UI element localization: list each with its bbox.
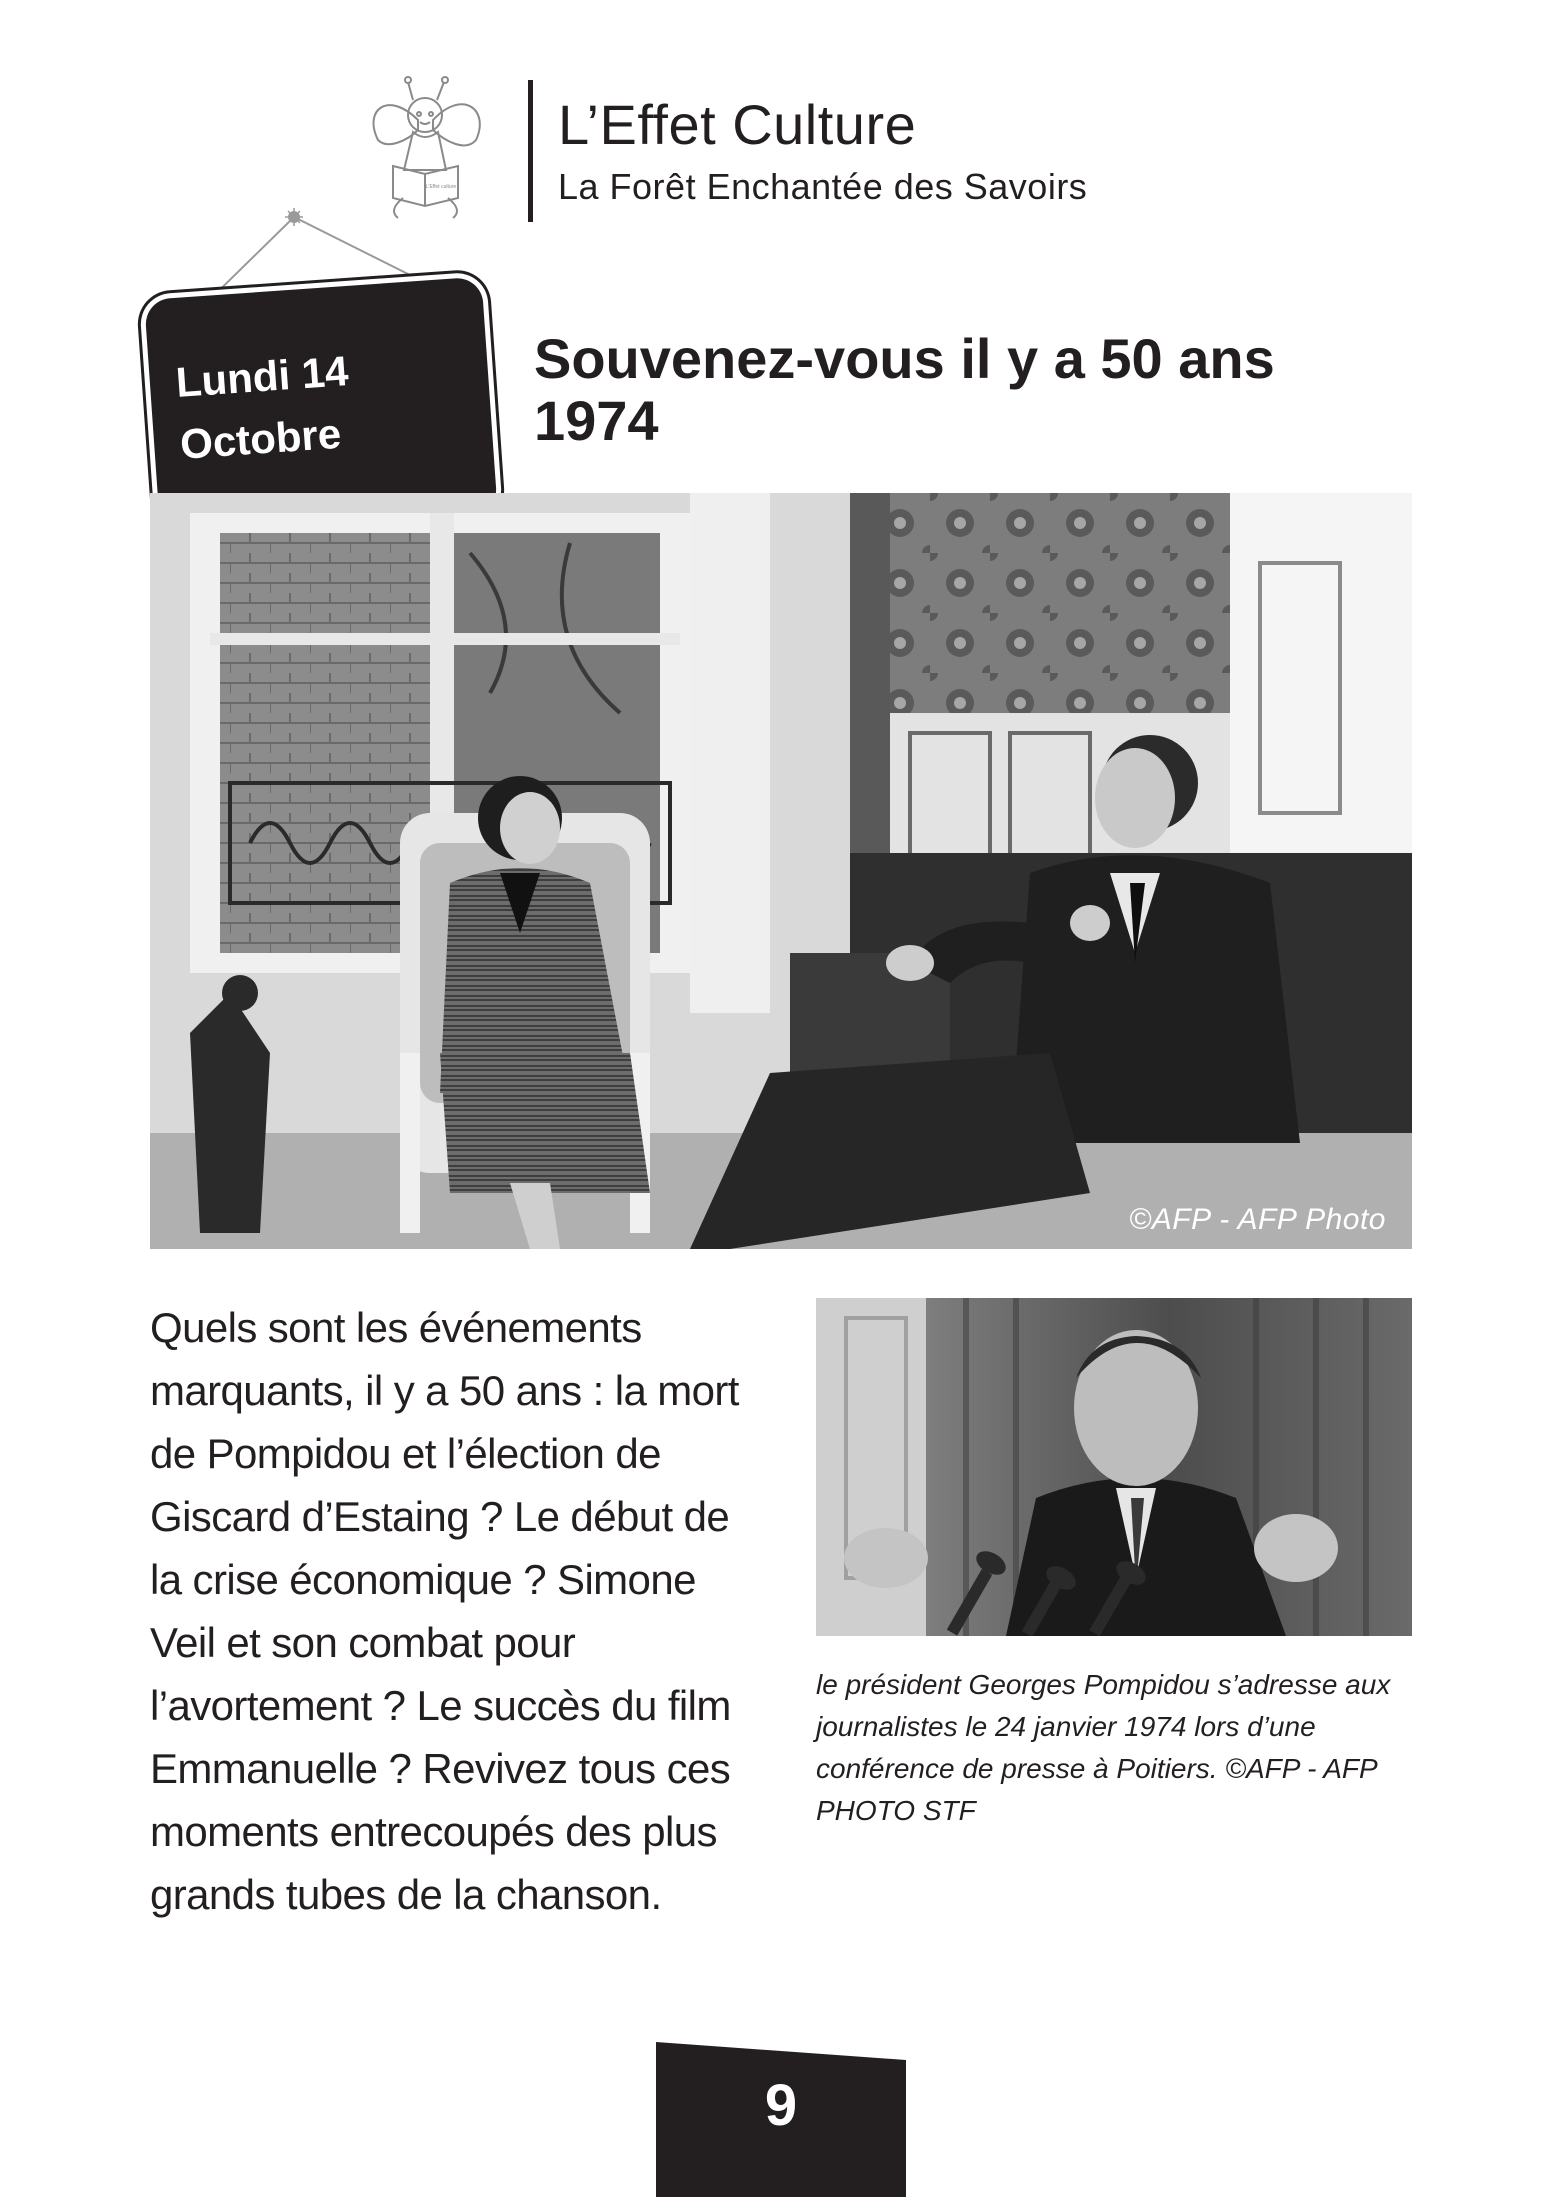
main-photo	[150, 493, 1412, 1249]
header-subtitle: La Forêt Enchantée des Savoirs	[558, 166, 1088, 207]
date-month: Octobre	[178, 409, 343, 468]
header-title: L’Effet Culture	[558, 93, 917, 156]
header-divider	[528, 80, 533, 222]
pompidou-photo-illustration	[816, 1298, 1412, 1636]
secondary-photo-caption: le président Georges Pompidou s’adresse aux journalistes le 24 janvier 1974 lors d’une conférence de presse à Poitiers. ©AFP - AFP PHOTO STF	[816, 1669, 1391, 1826]
date-day: Lundi 14	[174, 347, 350, 407]
logo-book-text: L’Effet culture	[425, 184, 457, 190]
fairy-logo-icon	[358, 70, 493, 220]
secondary-photo	[816, 1298, 1412, 1636]
article-body: Quels sont les événements marquants, il y a 50 ans : la mort de Pompidou et l’élection de Giscard d’Estaing ? Le début de la crise économique ? Simone Veil et son combat pour l’avortement ? Le succès du film Emmanuelle ? Revivez tous ces moments entrecoupés des plus grands tubes de la chanson.	[150, 1304, 739, 1918]
meeting-photo-illustration	[150, 493, 1412, 1249]
main-photo-credit: ©AFP - AFP Photo	[1129, 1203, 1386, 1236]
page-number: 9	[764, 2073, 798, 2138]
article-title: Souvenez-vous il y a 50 ans 1974	[534, 327, 1275, 452]
